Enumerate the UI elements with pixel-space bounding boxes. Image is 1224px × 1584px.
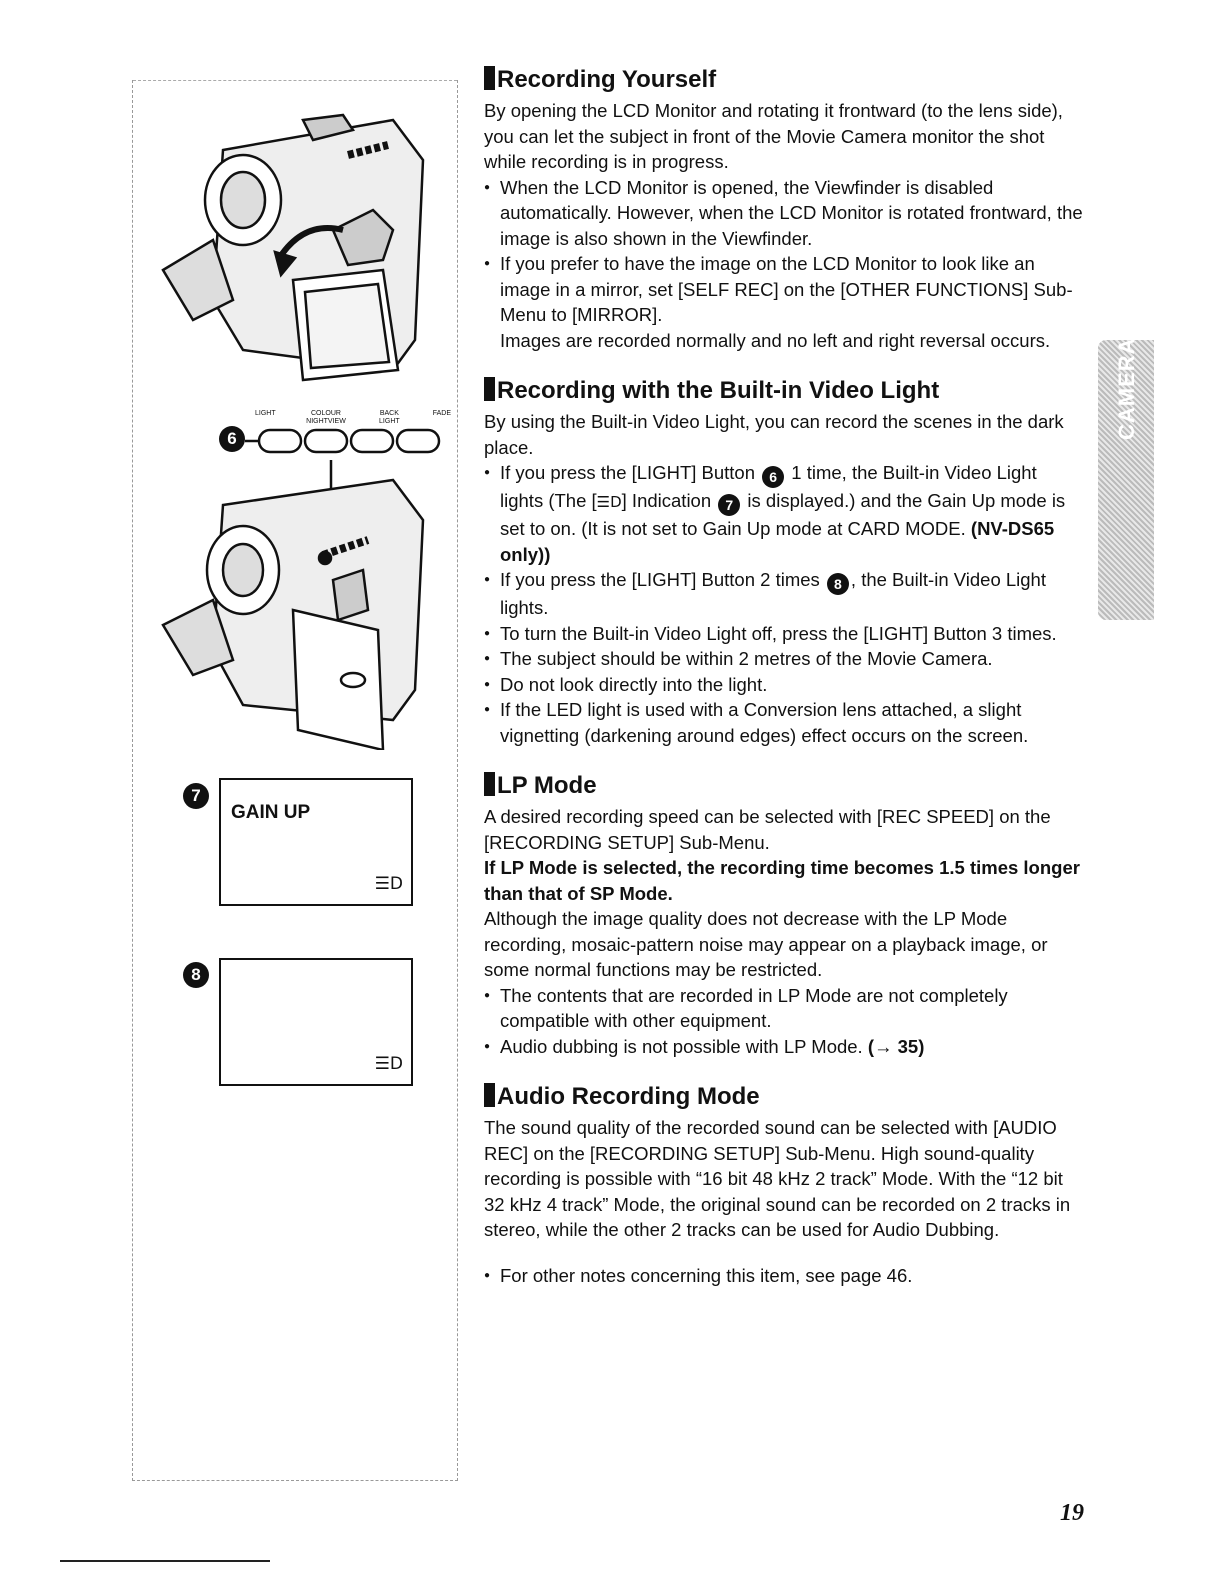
callout-badge-8: 8 — [183, 962, 209, 988]
bullet-item: ● To turn the Built-in Video Light off, press the [LIGHT] Button 3 times. — [484, 621, 1084, 647]
button-strip-labels — [255, 410, 451, 426]
panel-top-rule — [133, 80, 457, 81]
label-fade: FADE — [432, 410, 451, 417]
bullet-item: ● If you press the [LIGHT] Button 2 times 8 , the Built-in Video Light lights. — [484, 567, 1084, 621]
inline-badge-8: 8 — [827, 573, 849, 595]
bullet-item: ● If the LED light is used with a Conversion lens attached, a slight vignetting (darkening around edges) effect occurs on the screen. — [484, 697, 1084, 748]
heading-recording-yourself: Recording Yourself — [484, 64, 1084, 96]
bullet-note: Images are recorded normally and no left and right reversal occurs. — [500, 329, 1051, 351]
heading-audio-mode: Audio Recording Mode — [484, 1081, 1084, 1113]
lcd-display-gain-up — [219, 778, 413, 906]
paragraph: By opening the LCD Monitor and rotating it frontward (to the lens side), you can let the subject in front of the Movie Camera monitor the shot while recording is in progress. — [484, 100, 1063, 172]
label-back-light: BACK LIGHT — [379, 410, 400, 425]
main-content — [484, 64, 1084, 1310]
page-reference: (→ 35) — [867, 1035, 925, 1057]
bullet-item: ● When the LCD Monitor is opened, the Viewfinder is disabled automatically. However, when the LCD Monitor is rotated frontward, the image is also shown in the Viewfinder. — [484, 175, 1084, 252]
bullet-item: ● The subject should be within 2 metres of the Movie Camera. — [484, 646, 1084, 672]
illustration-panel — [132, 80, 458, 1481]
heading-lp-mode: LP Mode — [484, 770, 1084, 802]
heading-video-light: Recording with the Built-in Video Light — [484, 375, 1084, 407]
lcd-gain-up-text: GAIN UP — [231, 802, 311, 823]
side-tab-label: CAMERA — [1114, 337, 1139, 440]
bullet-item: ● If you press the [LIGHT] Button 6 1 time, the Built-in Video Light lights (The [☰D] Indication 7 is displayed.) and the Gain Up mode is set to on. (It is not set to Gain Up mode at CARD MODE. (NV-DS65 only)) — [484, 460, 1084, 567]
paragraph: A desired recording speed can be selected with [REC SPEED] on the [RECORDING SETUP] Sub-Menu. — [484, 806, 1051, 853]
bold-note: If LP Mode is selected, the recording time becomes 1.5 times longer than that of SP Mode. — [484, 857, 1080, 904]
page-number: 19 — [1060, 1500, 1084, 1526]
camera-video-light-illustration — [153, 460, 433, 750]
lcd-display-light — [219, 958, 413, 1086]
inline-badge-7: 7 — [718, 494, 740, 516]
video-light-icon: ☰D — [374, 874, 403, 894]
bullet-item: ● Audio dubbing is not possible with LP Mode. (→ 35) — [484, 1034, 1084, 1060]
callout-badge-7: 7 — [183, 783, 209, 809]
paragraph: Although the image quality does not decrease with the LP Mode recording, mosaic-pattern noise may appear on a playback image, or some normal functions may be restricted. — [484, 908, 1048, 980]
video-light-icon: ☰D — [374, 1054, 403, 1074]
bullet-item: ● If you prefer to have the image on the LCD Monitor to look like an image in a mirror, set [SELF REC] on the [OTHER FUNCTIONS] Sub-Menu to [MIRROR]. — [484, 251, 1084, 328]
video-light-icon: ☰D — [596, 493, 622, 511]
bullet-item: ● For other notes concerning this item, see page 46. — [484, 1263, 1084, 1289]
paragraph: The sound quality of the recorded sound can be selected with [AUDIO REC] on the [RECORDING SETUP] Sub-Menu. High sound-quality recording is possible with “16 bit 48 kHz 2 track” Mode. With the “12 bit 32 kHz 4 track” Mode, the original sound can be recorded on 2 tracks in stereo, while the other 2 tracks can be used for Audio Dubbing. — [484, 1117, 1071, 1240]
label-colour-nightview: COLOUR NIGHTVIEW — [306, 410, 346, 425]
inline-badge-6: 6 — [762, 466, 784, 488]
section-lp-mode — [484, 770, 1084, 1059]
paragraph: By using the Built-in Video Light, you can record the scenes in the dark place. — [484, 411, 1064, 458]
bullet-item: ● Do not look directly into the light. — [484, 672, 1084, 698]
section-video-light — [484, 375, 1084, 748]
label-light: LIGHT — [255, 410, 276, 417]
section-recording-yourself — [484, 64, 1084, 353]
camera-self-record-illustration — [153, 100, 433, 400]
chapter-side-tab — [1098, 337, 1154, 620]
section-audio-mode — [484, 1081, 1084, 1288]
bullet-item: ● The contents that are recorded in LP Mode are not completely compatible with other equipment. — [484, 983, 1084, 1034]
callout-badge-6: 6 — [219, 426, 245, 452]
footer-rule — [60, 1560, 270, 1562]
